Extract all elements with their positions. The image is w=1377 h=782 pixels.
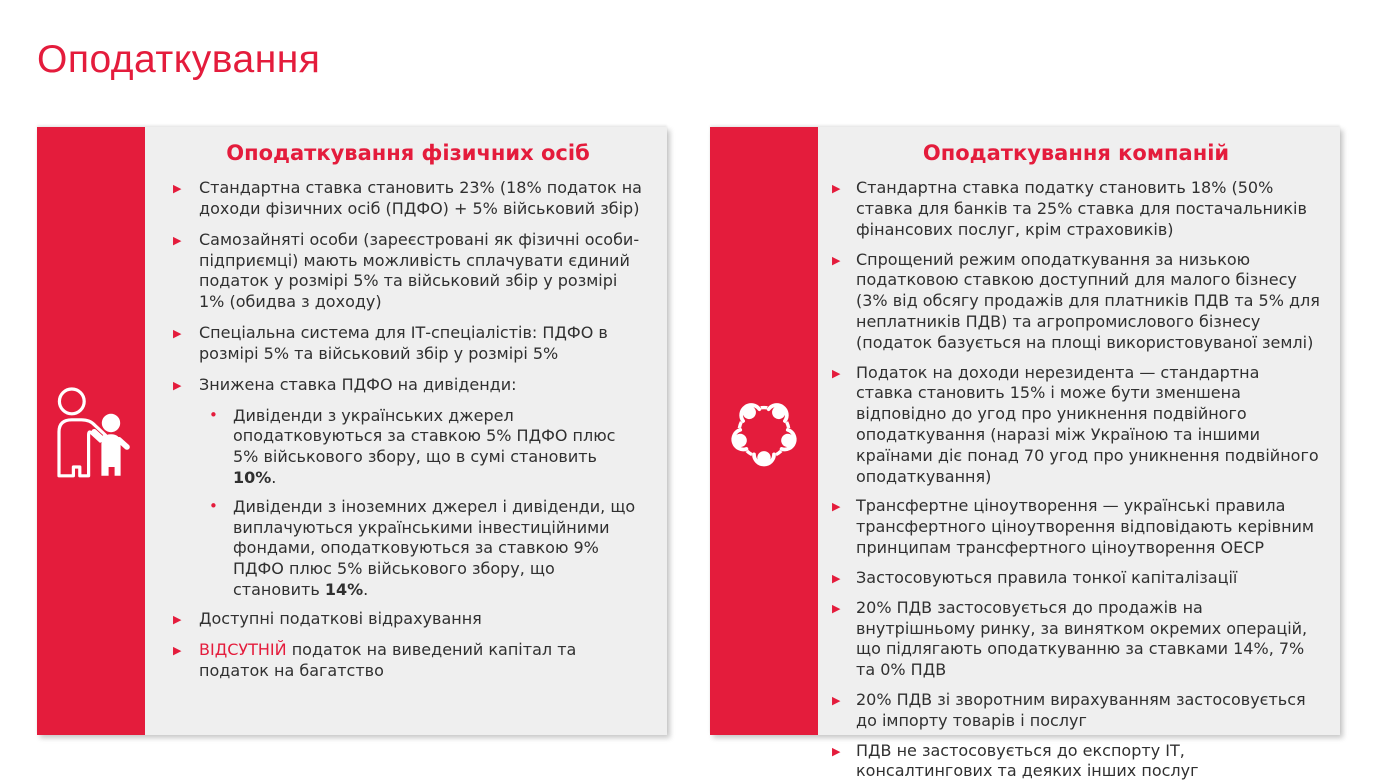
- bullet-item: [832, 178, 1320, 240]
- bullet-item: [832, 598, 1320, 681]
- bullet-text: Знижена ставка ПДФО на дивіденди:: [199, 374, 517, 394]
- panel-content: [145, 127, 667, 735]
- panel-title: Оподаткування фізичних осіб: [226, 141, 590, 165]
- triangle-bullet-icon: ▶: [173, 612, 182, 626]
- bullet-text: Дивіденди з іноземних джерел і дивіденди, що виплачуються українськими інвестиційними фондами, оподатковуються за ставкою 9% ПДФО плюс 5% військового збору, що становить 14%.: [233, 496, 636, 599]
- bullet-text: Застосовуються правила тонкої капіталізації: [856, 567, 1238, 587]
- bullet-item: [173, 375, 643, 396]
- panel-accent-bar: [710, 127, 818, 735]
- bullet-item: [173, 323, 643, 365]
- bullet-item: [173, 230, 643, 313]
- bullet-text: Спеціальна система для ІТ-спеціалістів: ПДФО в розмірі 5% та військовий збір у розмірі 5%: [199, 322, 608, 363]
- bullet-text: ПДВ не застосовується до експорту ІТ, консалтингових та деяких інших послуг: [856, 740, 1199, 781]
- sub-bullet-item: [209, 406, 643, 489]
- bullet-text: Доступні податкові відрахування: [199, 608, 482, 628]
- bullet-list: [832, 178, 1320, 782]
- dot-bullet-icon: •: [209, 496, 218, 515]
- bullet-text: Спрощений режим оподаткування за низькою податковою ставкою доступний для малого бізнесу (3% від обсягу продажів для платників ПДВ та 5% для неплатників ПДВ) та агропромислового бізнесу (податок базується на площі використовуваної землі): [856, 249, 1320, 352]
- bullet-item: [832, 690, 1320, 732]
- bullet-text: Стандартна ставка становить 23% (18% податок на доходи фізичних осіб (ПДФО) + 5% військовий збір): [199, 178, 642, 218]
- triangle-bullet-icon: ▶: [832, 693, 841, 707]
- panel-individuals: [37, 127, 667, 735]
- triangle-bullet-icon: ▶: [832, 366, 841, 380]
- triangle-bullet-icon: ▶: [173, 233, 182, 247]
- bullet-item: [173, 640, 643, 682]
- triangle-bullet-icon: ▶: [173, 643, 182, 657]
- team-circle-icon: [718, 385, 810, 477]
- bullet-list: [173, 178, 643, 681]
- triangle-bullet-icon: ▶: [832, 601, 841, 615]
- bullet-item: [173, 178, 643, 220]
- panel-companies: [710, 127, 1340, 781]
- bullet-item: [832, 496, 1320, 558]
- triangle-bullet-icon: ▶: [173, 326, 182, 340]
- bullet-text: Дивіденди з українських джерел оподатковуються за ставкою 5% ПДФО плюс 5% військового збору, що в сумі становить 10%.: [233, 405, 616, 487]
- bullet-text: 20% ПДВ застосовується до продажів на внутрішньому ринку, за винятком окремих операцій, що підлягають оподаткуванню за ставками 14%, 7% та 0% ПДВ: [856, 597, 1308, 680]
- panel-title: Оподаткування компаній: [922, 141, 1230, 165]
- bullet-item: [832, 250, 1320, 354]
- bullet-item: [832, 363, 1320, 488]
- triangle-bullet-icon: ▶: [832, 500, 841, 514]
- adult-and-child-icon: [47, 379, 135, 483]
- triangle-bullet-icon: ▶: [832, 182, 841, 196]
- triangle-bullet-icon: ▶: [832, 744, 841, 758]
- bullet-text: Самозайняті особи (зареєстровані як фізичні особи-підприємці) мають можливість сплачувати єдиний податок у розмірі 5% та військовий збір у розмірі 1% (обидва з доходу): [199, 229, 640, 312]
- bullet-item: [832, 741, 1320, 782]
- triangle-bullet-icon: ▶: [832, 571, 841, 585]
- triangle-bullet-icon: ▶: [173, 378, 182, 392]
- bullet-text: ВІДСУТНІЙ податок на виведений капітал та податок на багатство: [199, 639, 577, 680]
- bullet-text: 20% ПДВ зі зворотним вирахуванням застосовується до імпорту товарів і послуг: [856, 689, 1306, 730]
- dot-bullet-icon: •: [209, 405, 218, 424]
- sub-bullet-item: [209, 497, 643, 601]
- bullet-item: [832, 568, 1320, 589]
- bullet-item: [173, 609, 643, 630]
- bullet-text: Трансфертне ціноутворення — українські правила трансфертного ціноутворення відповідають керівним принципам трансфертного ціноутворення ОЕСР: [856, 496, 1314, 557]
- panel-content: [818, 127, 1340, 781]
- triangle-bullet-icon: ▶: [173, 182, 182, 196]
- bullet-text: Податок на доходи нерезидента — стандартна ставка становить 15% і може бути зменшена відповідно до угод про уникнення подвійного оподаткування (наразі між Україною та іншими країнами діє понад 70 угод про уникнення подвійного оподаткування): [856, 362, 1319, 486]
- page-title: Оподаткування: [37, 38, 321, 81]
- triangle-bullet-icon: ▶: [832, 253, 841, 267]
- panel-accent-bar: [37, 127, 145, 735]
- bullet-text: Стандартна ставка податку становить 18% (50% ставка для банків та 25% ставка для постачальників фінансових послуг, крім страховиків): [856, 178, 1307, 239]
